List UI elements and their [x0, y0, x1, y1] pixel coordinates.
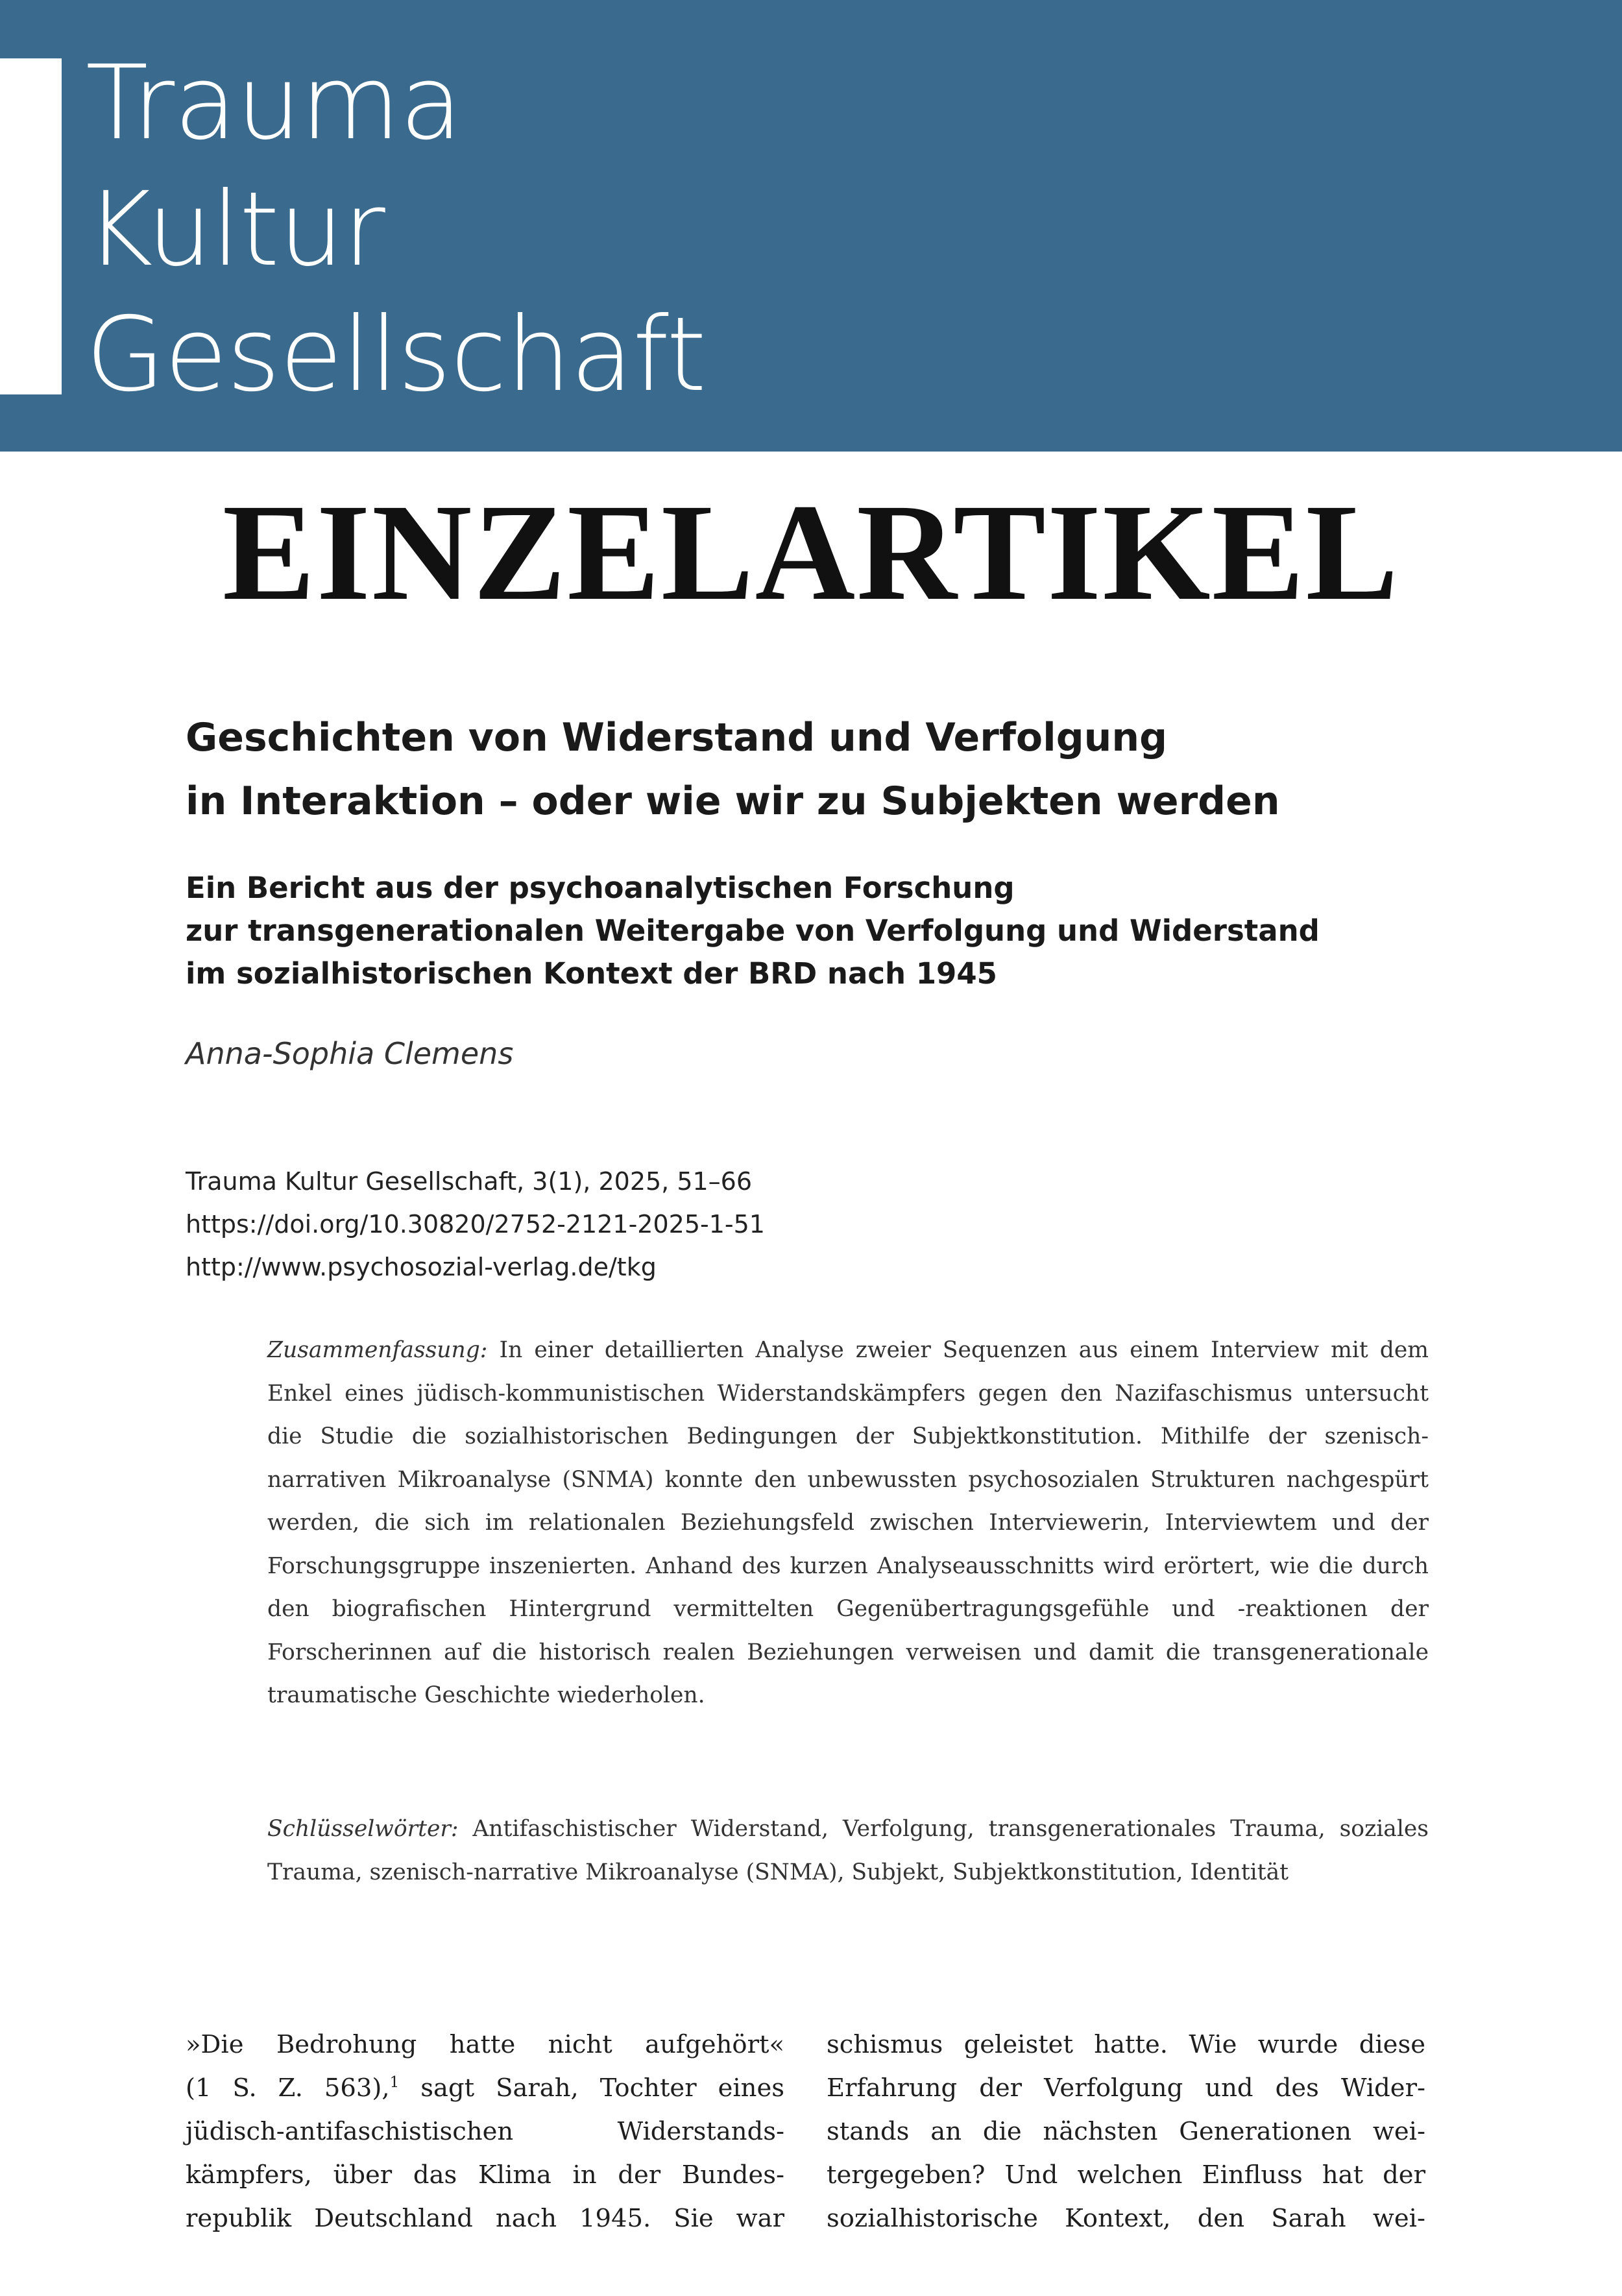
body-line: [186, 2066, 784, 2110]
banner-accent-bar: [0, 58, 62, 394]
body-line: Erfahrung der Verfolgung und des Wider-: [827, 2073, 1425, 2103]
article-title-line-1: Geschichten von Widerstand und Verfolgung: [186, 715, 1168, 760]
journal-title-line-2: Kultur: [86, 170, 385, 289]
body-line: »Die Bedrohung hatte nicht aufgehört«: [186, 2030, 784, 2059]
article-type-heading: EINZELARTIKEL: [222, 476, 1400, 629]
body-line: republik Deutschland nach 1945. Sie war: [186, 2204, 784, 2233]
article-subtitle: [186, 867, 1483, 995]
citation-block: [186, 1160, 765, 1288]
body-line: kämpfers, über das Klima in der Bundes-: [186, 2160, 784, 2190]
body-text: (1 S. Z. 563),: [186, 2073, 390, 2103]
article-subtitle-line-2: zur transgenerationalen Weitergabe von Verfolgung und Widerstand: [186, 913, 1320, 948]
author-name: Anna-Sophia Clemens: [186, 1036, 514, 1071]
journal-title-line-1: Trauma: [86, 43, 462, 163]
journal-title-line-3: Gesellschaft: [86, 295, 706, 415]
body-line: schismus geleistet hatte. Wie wurde diese: [827, 2030, 1425, 2059]
body-column-left: [186, 2023, 784, 2240]
article-subtitle-line-3: im sozialhistorischen Kontext der BRD nach 1945: [186, 956, 997, 991]
body-text: sagt Sarah, Tochter eines: [399, 2073, 785, 2103]
body-line: sozialhistorische Kontext, den Sarah wei-: [827, 2204, 1425, 2233]
doi-link[interactable]: https://doi.org/10.30820/2752-2121-2025-1-51: [186, 1210, 765, 1239]
body-line: jüdisch-antifaschistischen Widerstands-: [186, 2117, 784, 2146]
keywords-label: Schlüsselwörter:: [267, 1816, 459, 1842]
keywords-text: Antifaschistischer Widerstand, Verfolgung, transgenerationales Trauma, soziales Trauma, szenisch-narrative Mikroanalyse (SNMA), Subjekt, Subjektkonstitution, Identität: [267, 1816, 1429, 1885]
body-line: stands an die nächsten Generationen wei-: [827, 2117, 1425, 2146]
article-subtitle-line-1: Ein Bericht aus der psychoanalytischen Forschung: [186, 871, 1015, 905]
citation-text: Trauma Kultur Gesellschaft, 3(1), 2025, 51–66: [186, 1167, 753, 1196]
footnote-marker[interactable]: 1: [389, 2074, 400, 2092]
article-title-line-2: in Interaktion – oder wie wir zu Subjekten werden: [186, 779, 1280, 824]
abstract-text: In einer detaillierten Analyse zweier Sequenzen aus einem Interview mit dem Enkel eines jüdisch-kommunistischen Widerstandskämpfers gegen den Nazifaschismus untersucht die Studie die sozialhistorischen Bedingungen der Subjektkonstitution. Mithilfe der szenisch-narrativen Mikroanalyse (SNMA) konnte den unbewussten psychosozialen Strukturen nachgespürt werden, die sich im relationalen Beziehungsfeld zwischen Interviewerin, Interviewtem und der Forschungsgruppe inszenierten. Anhand des kurzen Analyseausschnitts wird erörtert, wie die durch den biografischen Hintergrund vermittelten Gegenübertragungsgefühle und -reaktionen der Forscherinnen auf die historisch realen Beziehungen verweisen und damit die transgenerationale traumatische Geschichte wiederholen.: [267, 1337, 1429, 1708]
publisher-link[interactable]: http://www.psychosozial-verlag.de/tkg: [186, 1253, 657, 1281]
body-line: tergegeben? Und welchen Einfluss hat der: [827, 2160, 1425, 2190]
abstract-label: Zusammenfassung:: [267, 1337, 488, 1363]
article-title: [186, 706, 1483, 833]
body-column-right: [827, 2023, 1425, 2240]
abstract: [267, 1329, 1429, 1717]
journal-banner: [0, 0, 1622, 452]
keywords: [267, 1807, 1429, 1894]
